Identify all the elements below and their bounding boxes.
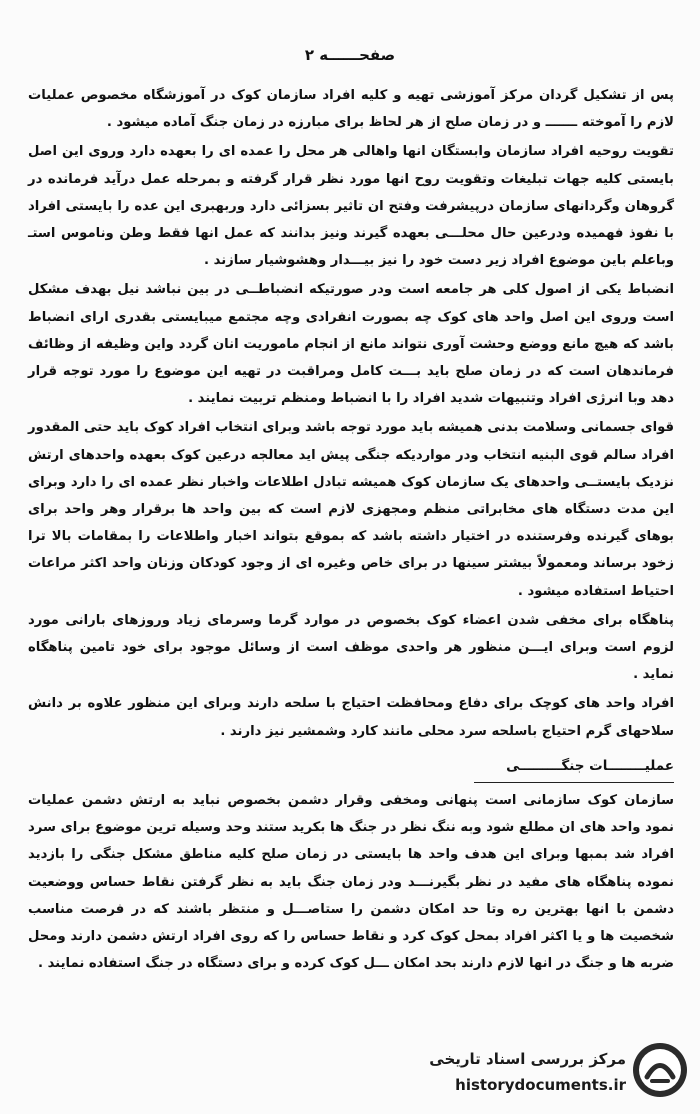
document-body <box>23 82 674 980</box>
watermark-url: historydocuments.ir <box>455 1076 626 1094</box>
page-number: صفحــــــه ۲ <box>304 46 396 64</box>
paragraph-morale: تقویت روحیه افراد سازمان وابستگان انها واهالی هر محل را عمده ای را بعهده دارد وروی این اصل بایستی کلیه جهات تبلیغات وتقویت روح انها مورد نظر قرار گرفته و بمرحله عمل درآید فرمانده در گروهان وگردانهای سازمان درپیشرفت وفتح ان تاثیر بسزائی دارد وربهبری این عده را بایستی افراد با نفوذ فهمیده ودرعین حال محلـــی بعهده گیرند ونیز بدانند که عمل انها فقط وطن وناموس استـ وباعلم باین موضوع افراد زیر دست خود را نیز بیـــدار وهشوشیار سازند . <box>23 144 674 269</box>
section-heading-combat-operations: عملیــــــــات جنگـــــــــی <box>474 753 674 783</box>
watermark <box>420 1036 690 1108</box>
paragraph-training: پس از تشکیل گردان مرکز آموزشی تهیه و کلیه افراد سازمان کوک در آموزشگاه مخصوص عملیات لازم را آموخته ـــــــ و در زمان صلح از هر لحاظ برای مبارزه در زمان جنگ آماده میشود . <box>23 88 674 131</box>
paragraph-combat-operations: سازمان کوک سازمانی است پنهانی ومخفی وقرار دشمن بخصوص نباید به ارتش دشمن عملیات نمود واحد های ان مطلع شود وبه ننگ نظر در جنگ ها بکرید ستند وحد وسیله ترین موضوع برای سرد افراد شد بمبها وبرای این هدف واحد ها بایستی در زمان صلح کلیه مناطق مشکل جنگی را بازدید نموده پناهگاه های مفید در نظر بگیرنـــد ودر زمان جنگ باید به نظر گرفتن نقاط حساس ووضعیت دشمن با انها بهترین ره وتا حد امکان دشمن را ستاصـــل و منتظر باشند که در فرصت مناسب شخصیت ها و یا اکثر افراد بمحل کوک کرد و نقاط حساس را که روی افراد ارتش دشمن دارند ومحل ضربه ها و جنگ در انها لازم دارند بحد امکان ـــل کوک کرده و برای دستگاه در جنگ استفاده نمایند . <box>23 793 674 972</box>
watermark-title: مرکز بررسی اسناد تاریخی <box>429 1050 626 1068</box>
paragraph-shelter: پناهگاه برای مخفی شدن اعضاء کوک بخصوص در موارد گرما وسرمای زیاد وروزهای بارانی مورد لزوم است وبرای ایـــن منظور هر واحدی موظف است از وسائل موجود برای خود تامین پناهگاه نماید . <box>23 612 674 683</box>
paragraph-discipline: انضباط یکی از اصول کلی هر جامعه است ودر صورتیکه انضباطــی در بین نباشد نیل بهدف مشکل است وروی این اصل واحد های کوک چه بصورت انفرادی وچه مجتمع میبایستی بقدری ارای انضباط باشد که هیچ مانع ووضع وحشت آوری نتواند مانع از انجام ماموریت انان گردد واین وظیفه از وظائف فرماندهان است که در زمان صلح باید بـــت کامل ومراقبت در تهیه این موضوع را مورد توجه قرار دهد وبا انرژی افراد وتنبیهات شدید افراد را با انضباط ومنظم تربیت نمایند . <box>23 282 674 407</box>
paragraph-physical-strength: قوای جسمانی وسلامت بدنی همیشه باید مورد توجه باشد وبرای انتخاب افراد کوک باید حتی المقدور افراد سالم قوی البنیه انتخاب ودر مواردیکه جنگی پیش اید معالجه درعین کوک بعهده واحدهای ارتش نزدیک بایستــی واحدهای یک سازمان کوک همیشه تبادل اطلاعات واخبار نظر عمده ای را دارد وبرای این مدت دستگاه های مخابراتی منظم ومجهزی لازم است که بین واحد ها برقرار وهر واحد برای بوهای گیرنده وفرستنده در اختیار داشته باشد که بموقع بتواند اخبار واطلاعات را بمقامات بالا ترا زخود برساند ومعمولاً بیشتر سینها در برای خاص وغیره ای از وجود کودکان وزنان واحد اکثر مراعات احتیاط استفاده میشود . <box>23 420 674 599</box>
archive-seal-logo-icon <box>630 1040 690 1100</box>
paragraph-weapons: افراد واحد های کوچک برای دفاع ومحافظت احتیاج با سلحه دارند وبرای این منظور علاوه بر دانش سلاحهای گرم احتیاج باسلحه سرد محلی مانند کارد وشمشیر نیز دارند . <box>23 696 674 739</box>
